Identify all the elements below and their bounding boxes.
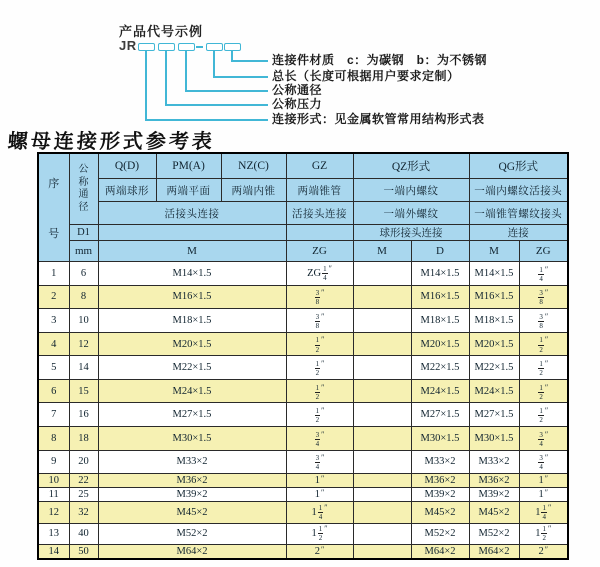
cell-m-thread: M22×1.5	[98, 356, 286, 380]
cell-qz-d: M64×2	[411, 544, 469, 559]
cell-qz-d: M14×1.5	[411, 262, 469, 286]
header-nominal-diameter: 公 称 通 径	[69, 153, 98, 225]
cell-gz-zg: $\frac{1}{2}$ ″	[286, 332, 353, 356]
header-zg: ZG	[286, 241, 353, 262]
reference-table	[37, 152, 569, 560]
header-ball-joint-conn: 球形接头连接	[353, 225, 469, 241]
cell-gz-zg: $\frac{1}{2}$ ″	[286, 403, 353, 427]
cell-qg-m: M64×2	[469, 544, 519, 559]
code-box-4	[206, 43, 223, 51]
header-qz-m: M	[353, 241, 411, 262]
connector-line	[231, 60, 268, 62]
header-conn-taper-joint: 一端锥管螺纹接头	[469, 202, 568, 225]
cell-qg-zg: 1 $\frac{1}{2}$ ″	[519, 523, 568, 544]
cell-gz-zg: $\frac{3}{8}$ ″	[286, 285, 353, 309]
header-serial: 序 号	[38, 153, 69, 262]
header-desc-qg: 一端内螺纹活接头	[469, 179, 568, 202]
cell-qg-m: M20×1.5	[469, 332, 519, 356]
cell-m-thread: M14×1.5	[98, 262, 286, 286]
header-qg-m: M	[469, 241, 519, 262]
header-desc-nzc: 两端内锥	[221, 179, 286, 202]
cell-serial: 3	[38, 309, 69, 333]
cell-m-thread: M36×2	[98, 474, 286, 488]
cell-m-thread: M16×1.5	[98, 285, 286, 309]
cell-qz-m	[353, 427, 411, 451]
cell-serial: 1	[38, 262, 69, 286]
header-group-qd: Q(D)	[98, 153, 156, 179]
header-mm: mm	[69, 241, 98, 262]
table-title: 螺母连接形式参考表	[7, 129, 216, 153]
cell-qg-zg: $\frac{1}{2}$ ″	[519, 356, 568, 380]
cell-gz-zg: $\frac{3}{8}$ ″	[286, 309, 353, 333]
cell-dn: 50	[69, 544, 98, 559]
cell-qz-m	[353, 285, 411, 309]
header-group-gz: GZ	[286, 153, 353, 179]
cell-qz-d: M20×1.5	[411, 332, 469, 356]
cell-m-thread: M64×2	[98, 544, 286, 559]
cell-dn: 20	[69, 450, 98, 474]
cell-serial: 9	[38, 450, 69, 474]
header-conn-ext-thread: 一端外螺纹	[353, 202, 469, 225]
cell-qz-d: M30×1.5	[411, 427, 469, 451]
code-box-1	[138, 43, 155, 51]
connector-line	[185, 90, 268, 92]
cell-qz-m	[353, 379, 411, 403]
cell-qg-zg: $\frac{3}{4}$ ″	[519, 450, 568, 474]
cell-gz-zg: 1 $\frac{1}{2}$ ″	[286, 523, 353, 544]
table-row	[38, 544, 568, 559]
header-m: M	[98, 241, 286, 262]
code-box-5	[224, 43, 241, 51]
cell-qz-m	[353, 450, 411, 474]
header-conn: 连接	[469, 225, 568, 241]
cell-dn: 6	[69, 262, 98, 286]
cell-qz-m	[353, 356, 411, 380]
cell-dn: 16	[69, 403, 98, 427]
cell-qz-m	[353, 488, 411, 502]
code-box-2	[158, 43, 175, 51]
table-row	[38, 474, 568, 488]
cell-qz-d: M36×2	[411, 474, 469, 488]
code-dash	[196, 46, 203, 48]
cell-serial: 11	[38, 488, 69, 502]
cell-qg-m: M27×1.5	[469, 403, 519, 427]
cell-serial: 4	[38, 332, 69, 356]
cell-qg-zg: $\frac{1}{2}$ ″	[519, 332, 568, 356]
cell-dn: 15	[69, 379, 98, 403]
connector-line	[213, 76, 268, 78]
cell-qz-d: M27×1.5	[411, 403, 469, 427]
cell-m-thread: M27×1.5	[98, 403, 286, 427]
cell-qz-m	[353, 523, 411, 544]
cell-qz-m	[353, 474, 411, 488]
cell-dn: 22	[69, 474, 98, 488]
diagram-label-length: 总长（长度可根据用户要求定制）	[272, 69, 460, 83]
cell-serial: 8	[38, 427, 69, 451]
cell-qg-m: M18×1.5	[469, 309, 519, 333]
header-desc-gz: 两端锥管	[286, 179, 353, 202]
cell-qg-zg: $\frac{3}{4}$ ″	[519, 427, 568, 451]
cell-qg-zg: $\frac{3}{8}$ ″	[519, 285, 568, 309]
cell-serial: 14	[38, 544, 69, 559]
cell-qg-m: M33×2	[469, 450, 519, 474]
product-code-prefix: JR	[119, 38, 137, 53]
cell-serial: 2	[38, 285, 69, 309]
cell-qg-m: M24×1.5	[469, 379, 519, 403]
cell-gz-zg: $\frac{1}{2}$ ″	[286, 379, 353, 403]
cell-qg-m: M30×1.5	[469, 427, 519, 451]
cell-m-thread: M20×1.5	[98, 332, 286, 356]
cell-m-thread: M52×2	[98, 523, 286, 544]
cell-gz-zg: $\frac{3}{4}$ ″	[286, 427, 353, 451]
cell-qz-d: M33×2	[411, 450, 469, 474]
cell-qz-m	[353, 502, 411, 523]
connector-line	[185, 50, 187, 91]
cell-qg-zg: 2 ″	[519, 544, 568, 559]
cell-dn: 10	[69, 309, 98, 333]
header-qg-zg: ZG	[519, 241, 568, 262]
connector-line	[213, 50, 215, 77]
table-row	[38, 332, 568, 356]
header-group-qz: QZ形式	[353, 153, 469, 179]
cell-qz-m	[353, 262, 411, 286]
header-group-nzc: NZ(C)	[221, 153, 286, 179]
cell-qg-zg: $\frac{1}{2}$ ″	[519, 379, 568, 403]
table-row	[38, 356, 568, 380]
cell-qz-d: M22×1.5	[411, 356, 469, 380]
table-body	[38, 262, 568, 560]
table-row	[38, 379, 568, 403]
cell-qz-d: M18×1.5	[411, 309, 469, 333]
diagram-label-material: 连接件材质 c：为碳钢 b：为不锈钢	[272, 53, 488, 67]
cell-qz-m	[353, 332, 411, 356]
cell-dn: 25	[69, 488, 98, 502]
cell-m-thread: M39×2	[98, 488, 286, 502]
cell-serial: 5	[38, 356, 69, 380]
cell-qg-m: M52×2	[469, 523, 519, 544]
cell-serial: 13	[38, 523, 69, 544]
diagram-label-pressure: 公称压力	[272, 97, 323, 111]
cell-dn: 14	[69, 356, 98, 380]
cell-gz-zg: 1 $\frac{1}{4}$ ″	[286, 502, 353, 523]
connector-line	[145, 119, 268, 121]
cell-qg-zg: 1 ″	[519, 474, 568, 488]
cell-gz-zg: ZG $\frac{1}{4}$ ″	[286, 262, 353, 286]
table-row	[38, 523, 568, 544]
cell-gz-zg: $\frac{1}{2}$ ″	[286, 356, 353, 380]
header-desc-qd: 两端球形	[98, 179, 156, 202]
cell-m-thread: M33×2	[98, 450, 286, 474]
connector-line	[165, 50, 167, 105]
cell-qg-m: M39×2	[469, 488, 519, 502]
table-row	[38, 285, 568, 309]
cell-qg-zg: 1 $\frac{1}{4}$ ″	[519, 502, 568, 523]
cell-serial: 10	[38, 474, 69, 488]
cell-m-thread: M30×1.5	[98, 427, 286, 451]
header-desc-qz: 一端内螺纹	[353, 179, 469, 202]
cell-qg-m: M16×1.5	[469, 285, 519, 309]
cell-dn: 40	[69, 523, 98, 544]
table-row	[38, 309, 568, 333]
cell-qg-m: M14×1.5	[469, 262, 519, 286]
cell-qg-m: M36×2	[469, 474, 519, 488]
cell-qz-m	[353, 403, 411, 427]
header-d1: D1	[69, 225, 98, 241]
table-row	[38, 262, 568, 286]
cell-m-thread: M24×1.5	[98, 379, 286, 403]
cell-gz-zg: $\frac{3}{4}$ ″	[286, 450, 353, 474]
cell-dn: 18	[69, 427, 98, 451]
cell-gz-zg: 1 ″	[286, 474, 353, 488]
cell-qz-d: M52×2	[411, 523, 469, 544]
table-row	[38, 450, 568, 474]
cell-qz-m	[353, 544, 411, 559]
cell-m-thread: M18×1.5	[98, 309, 286, 333]
connector-line	[145, 50, 147, 120]
header-group-qg: QG形式	[469, 153, 568, 179]
cell-qz-d: M16×1.5	[411, 285, 469, 309]
cell-qz-m	[353, 309, 411, 333]
header-qz-d: D	[411, 241, 469, 262]
diagram-label-connection: 连接形式：见金属软管常用结构形式表	[272, 112, 485, 126]
cell-qg-m: M45×2	[469, 502, 519, 523]
code-box-3	[178, 43, 195, 51]
table-row	[38, 427, 568, 451]
table-row	[38, 488, 568, 502]
table-row	[38, 403, 568, 427]
cell-qg-zg: 1 ″	[519, 488, 568, 502]
cell-qz-d: M24×1.5	[411, 379, 469, 403]
cell-gz-zg: 1 ″	[286, 488, 353, 502]
connector-line	[165, 104, 268, 106]
cell-dn: 8	[69, 285, 98, 309]
diagram-title-text: 产品代号示例	[119, 24, 204, 39]
header-desc-pma: 两端平面	[156, 179, 221, 202]
cell-dn: 32	[69, 502, 98, 523]
header-empty-2	[286, 225, 353, 241]
table-header	[38, 153, 568, 262]
cell-serial: 6	[38, 379, 69, 403]
cell-qg-zg: $\frac{1}{4}$ ″	[519, 262, 568, 286]
cell-qg-zg: $\frac{1}{2}$ ″	[519, 403, 568, 427]
header-conn-union: 活接头连接	[98, 202, 286, 225]
cell-serial: 12	[38, 502, 69, 523]
cell-m-thread: M45×2	[98, 502, 286, 523]
cell-gz-zg: 2 ″	[286, 544, 353, 559]
cell-qg-zg: $\frac{3}{8}$ ″	[519, 309, 568, 333]
diagram-label-diameter: 公称通径	[272, 83, 323, 97]
cell-qz-d: M39×2	[411, 488, 469, 502]
header-group-pma: PM(A)	[156, 153, 221, 179]
cell-qz-d: M45×2	[411, 502, 469, 523]
product-code-diagram	[0, 0, 600, 130]
cell-qg-m: M22×1.5	[469, 356, 519, 380]
cell-serial: 7	[38, 403, 69, 427]
table-row	[38, 502, 568, 523]
header-conn-union-gz: 活接头连接	[286, 202, 353, 225]
cell-dn: 12	[69, 332, 98, 356]
header-empty-1	[98, 225, 286, 241]
